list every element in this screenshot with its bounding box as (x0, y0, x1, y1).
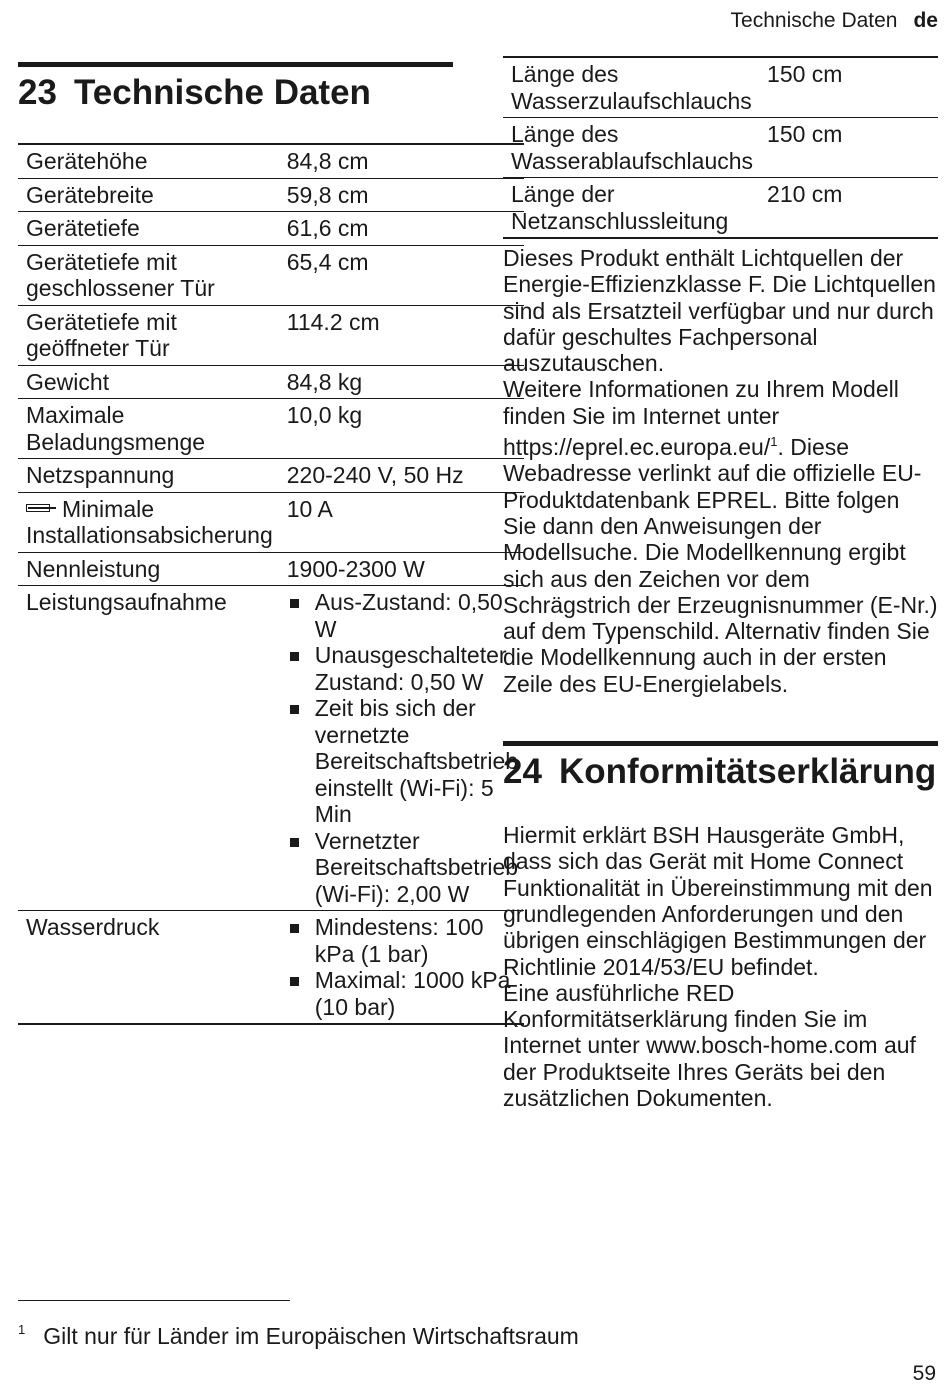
spec-value: 59,8 cm (286, 181, 369, 208)
spec-value-cell (279, 492, 524, 552)
spec-value: 150 cm (767, 61, 843, 87)
spec-value-cell (279, 586, 524, 911)
spec-row (18, 459, 524, 493)
spec-row (18, 586, 524, 911)
spec-value-cell (759, 57, 938, 118)
section-title: Konformitätserklärung (559, 752, 937, 792)
spec-value-item: Aus-Zustand: 0,50 W (287, 589, 518, 642)
section-heading-23 (18, 62, 453, 113)
spec-value-cell (279, 399, 524, 459)
spec-label: Gerätetiefe mit geschlossener Tür (26, 248, 215, 301)
spec-value: 10 A (286, 495, 333, 522)
spec-value-cell (279, 245, 524, 305)
spec-value: 114.2 cm (286, 308, 380, 335)
spec-label: Minimale Installationsabsicherung (26, 495, 273, 548)
running-header (731, 8, 938, 34)
light-source-paragraph: Dieses Produkt enthält Lichtquellen der Energie-Effizienzklasse F. Die Lichtquellen sind als Ersatzteil verfügbar und nur durch dafür geschultes Fachpersonal auszutauschen. (503, 245, 936, 377)
spec-label-cell (503, 57, 759, 118)
spec-label-cell (18, 365, 279, 399)
spec-value: 61,6 cm (286, 215, 369, 241)
spec-value: 65,4 cm (286, 248, 369, 275)
footnote-ref: 1 (770, 434, 778, 450)
spec-value-cell (759, 178, 938, 239)
spec-label-cell (18, 144, 279, 178)
section-number: 24 (503, 752, 542, 792)
footnote-mark: 1 (18, 1322, 26, 1337)
section-heading-24 (503, 741, 938, 792)
spec-label-cell (18, 459, 279, 493)
spec-row (503, 178, 938, 239)
spec-row (18, 492, 524, 552)
footnote (18, 1316, 579, 1350)
spec-label: Netzspannung (26, 462, 175, 488)
spec-row (18, 911, 524, 1025)
spec-value-item: Vernetzter Bereitschaftsbetrieb (Wi-Fi): 2,00 W (287, 828, 518, 908)
footnote-divider (18, 1300, 290, 1301)
right-column (503, 56, 938, 1111)
spec-value: 10,0 kg (286, 402, 363, 428)
spec-label: Länge der Netzanschlussleitung (511, 181, 729, 234)
spec-row (18, 305, 524, 365)
spec-value-cell (279, 212, 524, 246)
spec-value-item: Zeit bis sich der vernetzte Bereitschaftsbetrieb einstellt (Wi-Fi): 5 Min (287, 695, 518, 828)
spec-table (18, 143, 524, 1025)
spec-label-cell (18, 305, 279, 365)
spec-value-cell (279, 459, 524, 493)
spec-value-cell (279, 144, 524, 178)
spec-row (18, 212, 524, 246)
spec-value: 84,8 cm (286, 148, 369, 174)
page-number: 59 (912, 1362, 936, 1385)
spec-value: 1900-2300 W (286, 555, 425, 582)
spec-label-cell (18, 178, 279, 212)
spec-label-cell (18, 399, 279, 459)
spec-value-item: Mindestens: 100 kPa (1 bar) (287, 914, 518, 967)
spec-value-cell (279, 178, 524, 212)
spec-row (18, 399, 524, 459)
spec-label-cell (18, 586, 279, 911)
spec-label: Länge des Wasserzulaufschlauchs (511, 61, 752, 114)
running-header-lang: de (913, 9, 938, 32)
footnote-text: Gilt nur für Länder im Europäischen Wirtschaftsraum (43, 1323, 579, 1349)
spec-row (503, 57, 938, 118)
section-title: Technische Daten (74, 73, 371, 112)
spec-label: Wasserdruck (26, 914, 160, 940)
spec-value-cell (279, 911, 524, 1025)
spec-label-cell (503, 118, 759, 178)
spec-label-cell (18, 245, 279, 305)
spec-label: Gerätebreite (26, 181, 154, 208)
eprel-text-b: . Diese Webadresse verlinkt auf die offizielle EU-Produktdatenbank EPREL. Bitte folgen Sie dann den Anweisungen der Modellsuche. Die Modellkennung ergibt sich aus den Zeichen vor dem Schrägstrich der Erzeugnisnummer (E-Nr.) auf dem Typenschild. Alternativ finden Sie die Modellkennung auch in der ersten Zeile des EU-Energielabels. (503, 434, 938, 697)
conformity-paragraph: Hiermit erklärt BSH Hausgeräte GmbH, dass sich das Gerät mit Home Connect Funktionalität in Übereinstimmung mit den grundlegenden Anforderungen und den übrigen einschlägigen Bestimmungen der Richtlinie 2014/53/EU befindet. (503, 822, 933, 980)
red-declaration-paragraph: Eine ausführliche RED Konformitätserklärung finden Sie im Internet unter www.bosch-home.com auf der Produktseite Ihres Geräts bei den zusätzlichen Dokumenten. (503, 979, 916, 1112)
eprel-paragraph (503, 376, 938, 697)
spec-value-list (287, 589, 518, 907)
spec-value-cell (279, 305, 524, 365)
running-header-section: Technische Daten (730, 9, 898, 32)
spec-row (18, 245, 524, 305)
plug-fuse-icon (26, 504, 56, 514)
section-number: 23 (18, 73, 57, 112)
spec-row (18, 178, 524, 212)
spec-row (503, 118, 938, 178)
spec-value: 210 cm (767, 181, 843, 207)
spec-value-cell (279, 365, 524, 399)
spec-row (18, 552, 524, 586)
spec-label-cell (18, 911, 279, 1025)
spec-label: Gerätehöhe (26, 148, 148, 174)
spec-value-cell (279, 552, 524, 586)
spec-label: Maximale Beladungsmenge (26, 402, 206, 455)
spec-label-cell (18, 552, 279, 586)
spec-value: 220-240 V, 50 Hz (286, 462, 464, 488)
spec-row (18, 144, 524, 178)
spec-label-cell (18, 492, 279, 552)
spec-value-item: Unausgeschalteter Zustand: 0,50 W (287, 642, 518, 695)
spec-label: Nennleistung (26, 555, 161, 582)
spec-value-cell (759, 118, 938, 178)
left-column (18, 62, 519, 1025)
spec-value: 150 cm (767, 121, 843, 147)
spec-row (18, 365, 524, 399)
spec-value-list (287, 914, 518, 1020)
spec-value-item: Maximal: 1000 kPa (10 bar) (287, 967, 518, 1020)
spec-label: Leistungsaufnahme (26, 589, 227, 615)
spec-label-cell (18, 212, 279, 246)
spec-table-continued (503, 56, 938, 239)
spec-label: Gewicht (26, 368, 110, 395)
spec-label: Gerätetiefe mit geöffneter Tür (26, 308, 177, 361)
spec-value: 84,8 kg (286, 368, 363, 395)
spec-label-cell (503, 178, 759, 239)
spec-label: Länge des Wasserablaufschlauchs (511, 121, 754, 174)
spec-label: Gerätetiefe (26, 215, 140, 241)
eprel-text-a: Weitere Informationen zu Ihrem Modell finden Sie im Internet unter https://eprel.ec.europa.eu/ (503, 376, 899, 461)
